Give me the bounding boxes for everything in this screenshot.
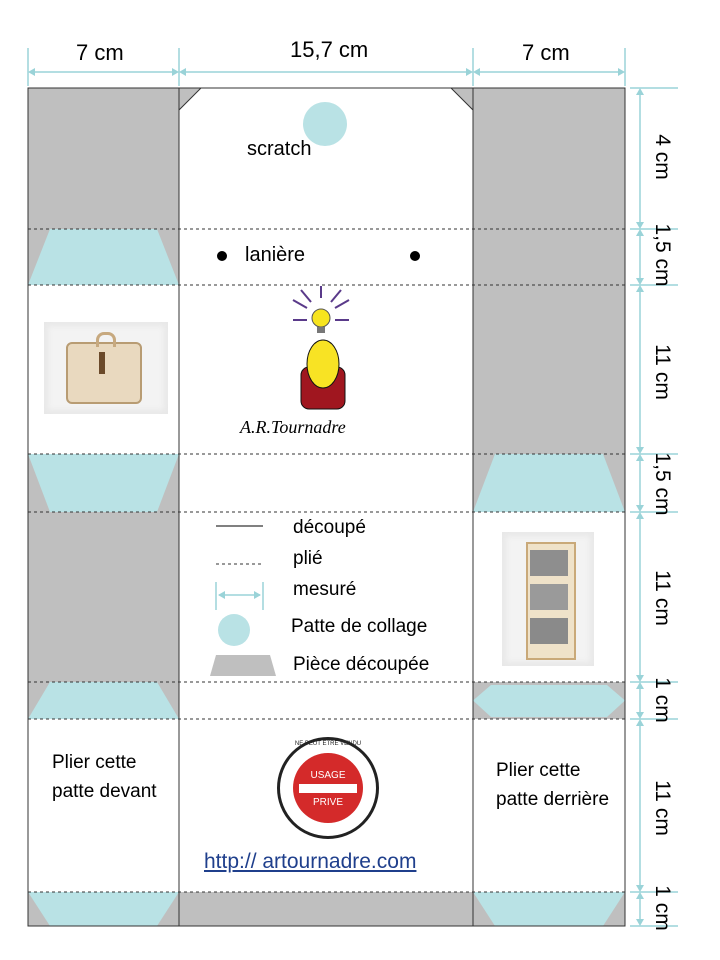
dim-arrow-center-head (179, 68, 186, 76)
light-ray (293, 300, 307, 308)
glue-flap (28, 682, 179, 719)
dim-row-7: 11 cm (651, 780, 674, 836)
album-photo (502, 532, 594, 666)
gray-panel (28, 512, 179, 682)
dim-arrow-row-head (636, 682, 644, 689)
dim-arrow-row-head (636, 447, 644, 454)
dim-row-3: 11 cm (651, 344, 674, 400)
dim-row-6: 1 cm (651, 677, 674, 723)
lightbulb-icon (312, 309, 330, 327)
scratch-label: scratch (247, 138, 312, 160)
lightbulb-base (317, 327, 325, 333)
brand-signature: A.R.Tournadre (240, 417, 346, 437)
stamp-word-1: USAGE (310, 770, 346, 781)
stamp-ring-text: NE PEUT ÊTRE VENDU (294, 741, 362, 747)
stamp-word-2: PRIVE (312, 797, 343, 808)
dim-arrow-row-head (636, 919, 644, 926)
gray-panel (28, 88, 179, 229)
dim-arrow-right-head (618, 68, 625, 76)
dim-arrow-row-head (636, 675, 644, 682)
glue-flap (28, 892, 179, 926)
usage-prive-stamp (277, 737, 379, 839)
glue-flap (473, 701, 625, 718)
dim-arrow-row-head (636, 229, 644, 236)
dim-arrow-right-head (473, 68, 480, 76)
dim-arrow-row-head (636, 505, 644, 512)
legend-measure-head (218, 591, 225, 599)
dim-arrow-row-head (636, 712, 644, 719)
dim-arrow-row-head (636, 719, 644, 726)
dim-arrow-row-head (636, 892, 644, 899)
legend-measure-head (254, 591, 261, 599)
legend-cut: découpé (293, 517, 366, 538)
strap-label: lanière (245, 244, 306, 266)
dim-row-1: 4 cm (651, 134, 674, 180)
dim-arrow-left-head (172, 68, 179, 76)
light-ray (301, 290, 311, 302)
strap-hole (217, 251, 227, 261)
dim-right-width: 7 cm (522, 40, 570, 65)
strap-hole (410, 251, 420, 261)
corner-triangle (451, 88, 473, 110)
dim-arrow-row-head (636, 88, 644, 95)
legend-fold: plié (293, 548, 323, 569)
light-ray (335, 300, 349, 308)
glue-flap (28, 229, 179, 285)
left-flap-instruction: Plier cette patte devant (52, 752, 157, 802)
legend-glue: Patte de collage (291, 616, 428, 637)
dim-row-2: 1,5 cm (651, 223, 674, 287)
glue-flap (473, 454, 625, 512)
website-link[interactable]: http:// artournadre.com (204, 850, 417, 873)
light-ray (331, 290, 341, 302)
dim-arrow-row-head (636, 512, 644, 519)
gray-panel (179, 892, 473, 926)
dim-arrow-center-head (466, 68, 473, 76)
dim-arrow-row-head (636, 885, 644, 892)
dim-arrow-row-head (636, 278, 644, 285)
dim-arrow-left-head (28, 68, 35, 76)
legend-measure: mesuré (293, 579, 357, 600)
glue-flap (28, 454, 179, 512)
dim-row-8: 1 cm (651, 885, 674, 931)
glue-flap (473, 685, 625, 701)
dim-arrow-row-head (636, 222, 644, 229)
right-flap-instruction: Plier cette patte derrière (496, 760, 610, 810)
dim-arrow-row-head (636, 285, 644, 292)
dim-arrow-row-head (636, 454, 644, 461)
corner-triangle (179, 88, 201, 110)
dim-left-width: 7 cm (76, 40, 124, 65)
gray-panel (473, 88, 625, 454)
legend-piece: Pièce découpée (293, 654, 430, 675)
logo-figure-icon (307, 340, 339, 388)
handbag-photo (44, 322, 168, 414)
legend-glue-circle (218, 614, 250, 646)
dim-row-4: 1,5 cm (651, 452, 674, 516)
dim-center-width: 15,7 cm (290, 37, 369, 62)
dim-row-5: 11 cm (651, 570, 674, 626)
legend-piece-shape (210, 655, 276, 676)
glue-flap (473, 892, 625, 926)
